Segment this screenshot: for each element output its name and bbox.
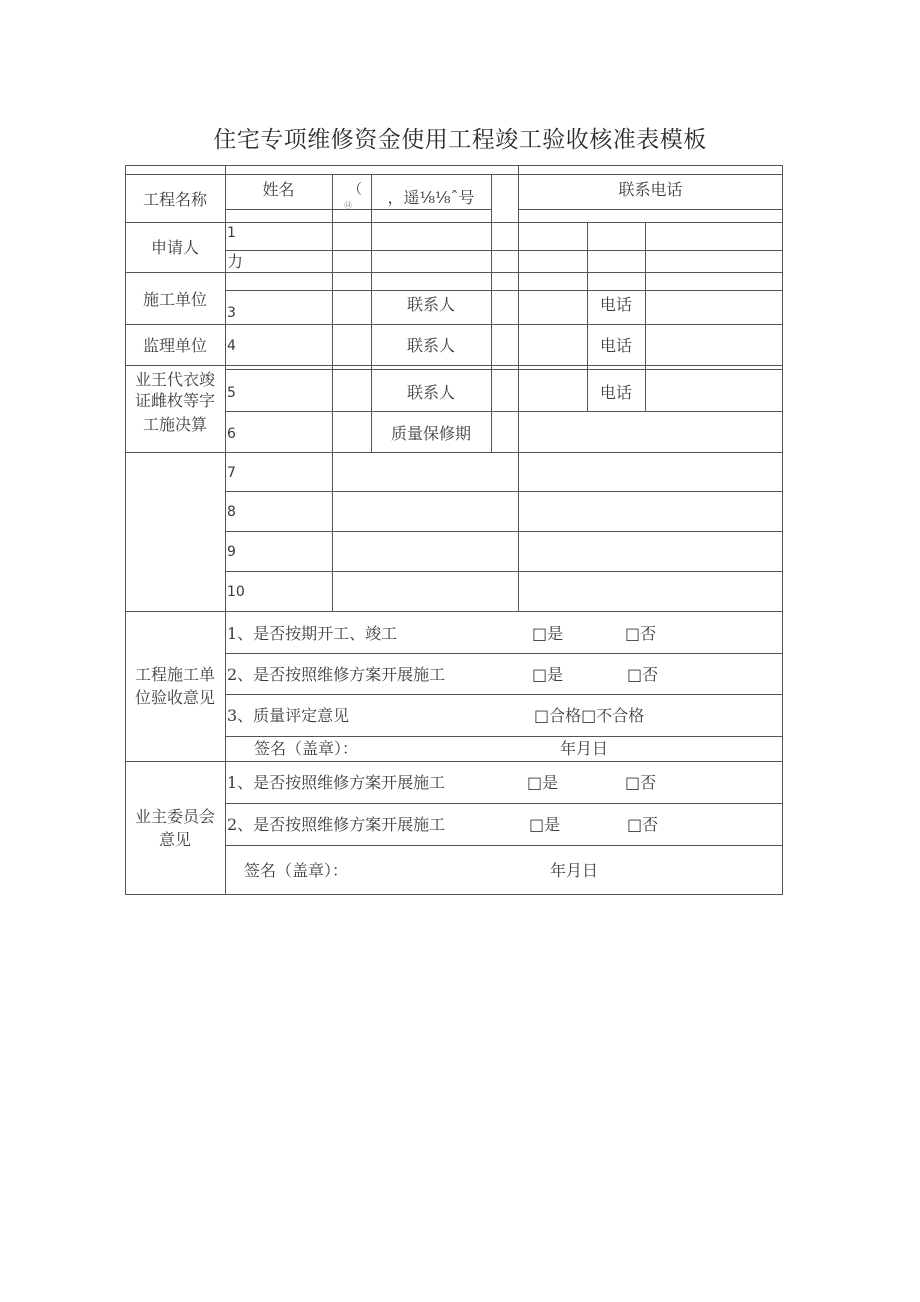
- rule: [225, 165, 226, 895]
- contact-person-label: 联系人: [406, 336, 455, 355]
- name-label: 姓名: [262, 180, 295, 199]
- rule: [225, 803, 783, 804]
- row-number: 1: [227, 225, 236, 241]
- no-checkbox[interactable]: □否: [627, 815, 659, 834]
- rule: [225, 694, 783, 695]
- rule: [225, 250, 783, 251]
- rule: [125, 174, 783, 175]
- rule: [125, 324, 783, 325]
- rule: [225, 491, 783, 492]
- rule: [125, 611, 783, 612]
- rule: [491, 174, 492, 453]
- owner-rep-label-line1: 业王代衣竣: [134, 370, 215, 389]
- rule: [225, 653, 783, 654]
- phone-label: 电话: [599, 383, 632, 402]
- no-checkbox[interactable]: □否: [625, 773, 657, 792]
- row-number: 10: [227, 584, 245, 600]
- rule: [125, 365, 783, 366]
- opinion-question: 1、是否按期开工、竣工: [227, 624, 398, 643]
- rule: [518, 209, 783, 210]
- rule: [225, 411, 783, 412]
- rule: [225, 845, 783, 846]
- contact-person-label: 联系人: [406, 295, 455, 314]
- construction-opinion-label-line2: 位验收意见: [134, 688, 215, 707]
- quality-options[interactable]: □合格□不合格: [534, 706, 645, 725]
- rule: [645, 222, 646, 412]
- quality-assessment-label: 3、质量评定意见: [227, 706, 350, 725]
- construction-opinion-label-line1: 工程施工单: [134, 665, 215, 684]
- date-label: 年月日: [560, 739, 609, 758]
- opinion-question: 1、是否按照维修方案开展施工: [227, 773, 446, 792]
- warranty-period-label: 质量保修期: [390, 424, 471, 443]
- row-number: 3: [227, 305, 236, 321]
- rule: [225, 736, 783, 737]
- rule: [225, 369, 783, 370]
- document-title: 住宅专项维修资金使用工程竣工验收核准表模板: [213, 127, 707, 153]
- garbled-mark: ⑭: [344, 201, 352, 210]
- contact-person-label: 联系人: [406, 383, 455, 402]
- contact-phone-label: 联系电话: [618, 180, 683, 199]
- settlement-label: 工施决算: [142, 415, 207, 434]
- row-number: 力: [227, 252, 244, 271]
- phone-label: 电话: [599, 295, 632, 314]
- opinion-question: 2、是否按照维修方案开展施工: [227, 665, 446, 684]
- no-checkbox[interactable]: □否: [625, 624, 657, 643]
- project-name-label: 工程名称: [142, 190, 207, 209]
- rule: [225, 209, 491, 210]
- opinion-question: 2、是否按照维修方案开展施工: [227, 815, 446, 834]
- rule: [518, 165, 519, 612]
- rule: [125, 272, 783, 273]
- no-checkbox[interactable]: □否: [627, 665, 659, 684]
- row-number: 6: [227, 426, 236, 442]
- applicant-label: 申请人: [150, 238, 199, 257]
- signature-label: 签名（盖章）：: [244, 861, 349, 880]
- date-label: 年月日: [550, 861, 599, 880]
- yes-checkbox[interactable]: □是: [532, 665, 564, 684]
- phone-label: 电话: [599, 336, 632, 355]
- rule: [125, 452, 783, 453]
- row-number: 4: [227, 338, 236, 354]
- owner-rep-label-line2: 证雌枚等字: [134, 391, 215, 410]
- yes-checkbox[interactable]: □是: [529, 815, 561, 834]
- rule: [125, 222, 783, 223]
- committee-opinion-label-line1: 业主委员会: [134, 807, 215, 826]
- yes-checkbox[interactable]: □是: [532, 624, 564, 643]
- row-number: 9: [227, 544, 236, 560]
- committee-opinion-label-line2: 意见: [158, 830, 191, 849]
- signature-label: 签名（盖章）：: [254, 739, 359, 758]
- row-number: 5: [227, 385, 236, 401]
- yes-checkbox[interactable]: □是: [527, 773, 559, 792]
- rule: [225, 290, 783, 291]
- rule: [332, 452, 333, 612]
- rule: [225, 571, 783, 572]
- row-number: 7: [227, 465, 236, 481]
- rule: [332, 174, 333, 453]
- supervision-unit-label: 监理单位: [142, 336, 207, 355]
- construction-unit-label: 施工单位: [142, 290, 207, 309]
- paren-open: （: [348, 182, 362, 198]
- id-number-label: ，遥⅛⅛ˆ号: [387, 188, 475, 207]
- rule: [125, 761, 783, 762]
- approval-form-table: [125, 165, 783, 895]
- rule: [225, 531, 783, 532]
- row-number: 8: [227, 504, 236, 520]
